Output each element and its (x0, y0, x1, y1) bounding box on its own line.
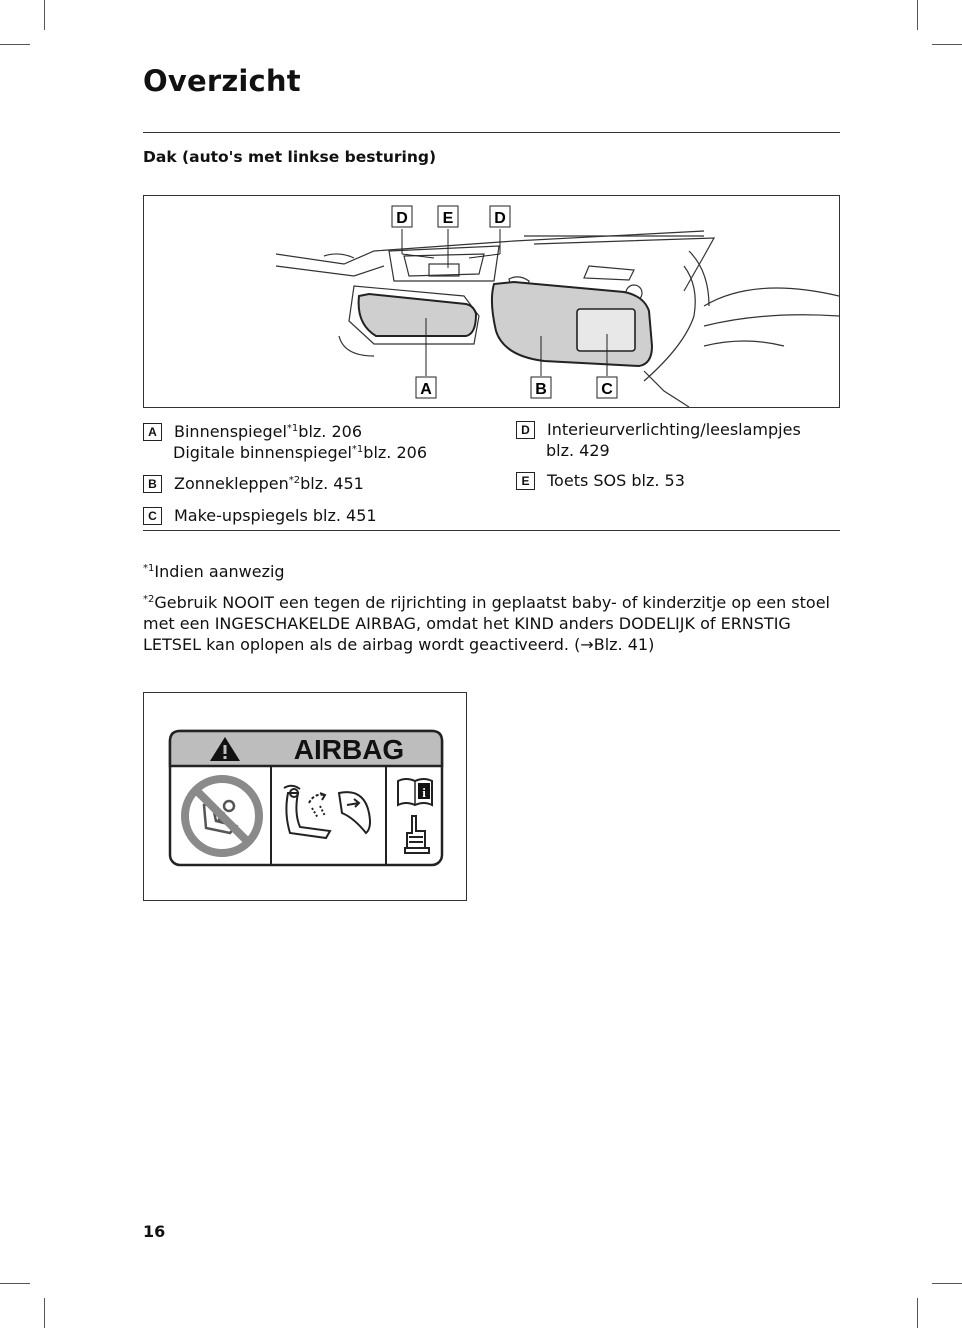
page-number: 16 (143, 1222, 166, 1241)
svg-text:i: i (422, 785, 426, 800)
legend-key: B (143, 475, 162, 493)
crop-mark (932, 1283, 962, 1284)
roof-drawing (144, 196, 839, 407)
footnote-2: $^{*2}$Gebruik NOOIT een tegen de rijrichting in geplaatst baby- of kinderzitje op een stoel met een INGESCHAKELDE AIRBAG, omdat het KIND anders DODELIJK of ERNSTIG LETSEL kan oplopen als de airbag wordt geactiveerd. (→Blz. 41) (143, 593, 830, 654)
page-title: Overzicht (143, 64, 301, 98)
crop-mark (932, 44, 962, 45)
manual-info-icon (398, 779, 432, 805)
callout-e: E (442, 210, 454, 227)
crop-mark (917, 0, 918, 30)
crop-mark (44, 1298, 45, 1328)
callout-b: B (535, 381, 547, 398)
section-subtitle: Dak (auto's met linkse besturing) (143, 148, 437, 166)
legend-item-b: B Zonnekleppen$^{*2}$blz. 451 (143, 473, 364, 494)
legend-key: E (516, 472, 535, 490)
footnote-1: $^{*1}$Indien aanwezig (143, 562, 285, 581)
title-divider (143, 132, 840, 133)
roof-illustration (143, 195, 840, 408)
legend-item-d: D Interieurverlichting/leeslampjes blz. 429 (516, 419, 801, 461)
callout-d-right: D (494, 210, 506, 227)
legend-item-c: C Make-upspiegels blz. 451 (143, 505, 377, 526)
callout-c: C (601, 381, 613, 398)
crop-mark (917, 1298, 918, 1328)
legend-item-a: A Binnenspiegel$^{*1}$blz. 206 Digitale binnenspiegel$^{*1}$blz. 206 (143, 421, 427, 463)
callout-a: A (420, 381, 432, 398)
legend-key: C (143, 507, 162, 525)
airbag-title: AIRBAG (293, 734, 405, 765)
crop-mark (0, 44, 30, 45)
legend-item-e: E Toets SOS blz. 53 (516, 470, 685, 491)
legend-divider (143, 530, 840, 531)
airbag-warning-figure (143, 692, 467, 901)
callout-d-left: D (396, 210, 408, 227)
crop-mark (0, 1283, 30, 1284)
airbag-label (144, 693, 466, 900)
crop-mark (44, 0, 45, 30)
legend-key: A (143, 423, 162, 441)
legend-key: D (516, 421, 535, 439)
